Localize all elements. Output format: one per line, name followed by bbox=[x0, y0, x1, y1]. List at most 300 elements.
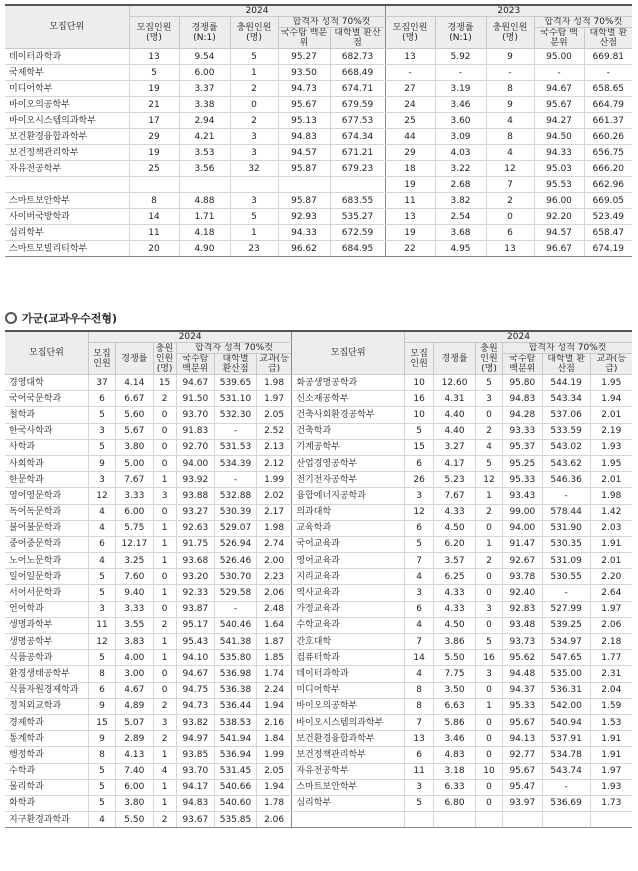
table-cell: 29 bbox=[129, 129, 179, 145]
table-row bbox=[5, 585, 632, 601]
table-cell: 546.36 bbox=[542, 472, 590, 488]
table-row bbox=[5, 177, 632, 193]
table-cell: 0 bbox=[475, 569, 502, 585]
unit-name-cell: 중어중문학과 bbox=[5, 536, 88, 552]
table-cell: 93.27 bbox=[176, 504, 215, 520]
table-cell: 0 bbox=[486, 209, 534, 225]
unit-name-cell: 국어국문학과 bbox=[5, 391, 88, 407]
table-cell: 14 bbox=[405, 650, 434, 666]
table-cell: 7.67 bbox=[116, 472, 154, 488]
table-row bbox=[5, 49, 632, 65]
table-cell: 7.67 bbox=[434, 488, 476, 504]
table-cell: 1.84 bbox=[256, 731, 292, 747]
header-unit: 모집단위 bbox=[5, 331, 88, 375]
table-cell: 679.23 bbox=[330, 161, 385, 177]
table-cell: 3 bbox=[153, 714, 176, 730]
table-cell: 10 bbox=[405, 375, 434, 391]
table-cell: 92.20 bbox=[534, 209, 584, 225]
table-row bbox=[5, 439, 632, 455]
table-cell bbox=[475, 812, 502, 828]
table-cell: 5 bbox=[88, 795, 115, 811]
table-cell: 94.00 bbox=[503, 520, 543, 536]
table-cell: 1.87 bbox=[256, 634, 292, 650]
table-cell: 1 bbox=[475, 488, 502, 504]
unit-name-cell: 산업경영공학부 bbox=[292, 455, 405, 471]
table-cell: 669.81 bbox=[584, 49, 632, 65]
table-cell: 93.70 bbox=[176, 763, 215, 779]
table-cell: 93.70 bbox=[176, 407, 215, 423]
table-cell: 7.40 bbox=[116, 763, 154, 779]
table-cell: 658.65 bbox=[584, 81, 632, 97]
unit-name-cell: 생명공학부 bbox=[5, 634, 88, 650]
unit-name-cell: 독어독문학과 bbox=[5, 504, 88, 520]
table-cell: 6.63 bbox=[434, 698, 476, 714]
unit-name-cell: 경영대학 bbox=[5, 375, 88, 391]
table-cell: 4.18 bbox=[179, 225, 230, 241]
table-cell: 4 bbox=[486, 113, 534, 129]
table-cell: 526.94 bbox=[215, 536, 257, 552]
table-cell: 3.68 bbox=[435, 225, 486, 241]
table-cell: 11 bbox=[129, 225, 179, 241]
table-cell: 1.98 bbox=[590, 488, 632, 504]
table-cell: 532.88 bbox=[215, 488, 257, 504]
table-cell: 1.91 bbox=[590, 731, 632, 747]
header-fill: 충원인원(명) bbox=[475, 343, 502, 375]
table-cell: 3.09 bbox=[435, 129, 486, 145]
table-row bbox=[5, 193, 632, 209]
table-cell: 536.69 bbox=[542, 795, 590, 811]
table-cell: 2.06 bbox=[256, 812, 292, 828]
table-cell: 11 bbox=[405, 763, 434, 779]
table-cell: 0 bbox=[475, 779, 502, 795]
table-cell: 4.03 bbox=[435, 145, 486, 161]
table-cell: 93.73 bbox=[503, 634, 543, 650]
table-cell: 95.47 bbox=[503, 779, 543, 795]
table-cell: 1.97 bbox=[256, 391, 292, 407]
table-cell bbox=[405, 812, 434, 828]
table-cell: 7.60 bbox=[116, 569, 154, 585]
table-cell: 3 bbox=[88, 601, 115, 617]
table-cell: 94.97 bbox=[176, 731, 215, 747]
table-cell: 7 bbox=[486, 177, 534, 193]
table-cell: 92.67 bbox=[503, 553, 543, 569]
table-cell: 0 bbox=[475, 795, 502, 811]
table-cell: 92.33 bbox=[176, 585, 215, 601]
table-cell: 3 bbox=[230, 129, 278, 145]
table-cell: 4.33 bbox=[434, 585, 476, 601]
table-cell: 3 bbox=[405, 585, 434, 601]
table-cell: - bbox=[215, 423, 257, 439]
table-cell: 95.67 bbox=[503, 763, 543, 779]
table-cell: 15 bbox=[153, 375, 176, 391]
table-cell: 2 bbox=[153, 391, 176, 407]
table-cell: 19 bbox=[385, 225, 435, 241]
table-cell: 11 bbox=[88, 617, 115, 633]
table-cell: 11 bbox=[385, 193, 435, 209]
table-cell bbox=[230, 177, 278, 193]
table-cell: - bbox=[542, 488, 590, 504]
table-cell: 13 bbox=[486, 241, 534, 257]
table-cell: 1.98 bbox=[256, 375, 292, 391]
unit-name-cell: 경제학과 bbox=[5, 714, 88, 730]
table-cell: 536.31 bbox=[542, 682, 590, 698]
table-cell: 12 bbox=[405, 504, 434, 520]
table-cell: 5 bbox=[475, 375, 502, 391]
table-cell: 539.25 bbox=[542, 617, 590, 633]
table-cell: 3.33 bbox=[116, 601, 154, 617]
table-row bbox=[5, 97, 632, 113]
header-competition: 경쟁률(N:1) bbox=[179, 17, 230, 49]
table-cell: 3.57 bbox=[434, 553, 476, 569]
table-cell: 1 bbox=[475, 536, 502, 552]
table-cell: 27 bbox=[385, 81, 435, 97]
section-title-text: 가군(교과우수전형) bbox=[22, 312, 118, 325]
table-cell: 1 bbox=[153, 634, 176, 650]
table-cell: 93.85 bbox=[176, 747, 215, 763]
table-cell bbox=[129, 177, 179, 193]
table-cell: 4.21 bbox=[179, 129, 230, 145]
table-cell: 8 bbox=[405, 682, 434, 698]
table-cell: 93.50 bbox=[278, 65, 330, 81]
table1-body bbox=[5, 49, 632, 257]
table-cell: 3.33 bbox=[116, 488, 154, 504]
table-cell: 12 bbox=[486, 161, 534, 177]
table-cell: 94.27 bbox=[534, 113, 584, 129]
table-row bbox=[5, 488, 632, 504]
table-cell: 94.57 bbox=[534, 225, 584, 241]
table-cell: 94.67 bbox=[176, 375, 215, 391]
header-converted-score: 대학별 환산점 bbox=[330, 28, 385, 49]
table-cell: 2 bbox=[475, 423, 502, 439]
table-cell: 0 bbox=[475, 520, 502, 536]
unit-name-cell: 영어교육과 bbox=[292, 553, 405, 569]
table-cell: 662.96 bbox=[584, 177, 632, 193]
table-cell: 8 bbox=[129, 193, 179, 209]
table-cell: 2.01 bbox=[590, 472, 632, 488]
table-cell: 2.52 bbox=[256, 423, 292, 439]
table-row bbox=[5, 617, 632, 633]
table-cell: 2 bbox=[230, 81, 278, 97]
unit-name-cell: 수학교육과 bbox=[292, 617, 405, 633]
table-cell: 671.21 bbox=[330, 145, 385, 161]
table-cell: 4.50 bbox=[434, 617, 476, 633]
unit-name-cell: 보건정책관리학부 bbox=[5, 145, 129, 161]
table-cell: 94.13 bbox=[503, 731, 543, 747]
table-cell: 2 bbox=[475, 553, 502, 569]
header-grade: 교과(등급) bbox=[256, 354, 292, 375]
table-cell: 531.45 bbox=[215, 763, 257, 779]
unit-name-cell: 식품공학과 bbox=[5, 650, 88, 666]
table-cell: 661.37 bbox=[584, 113, 632, 129]
table-cell: 1 bbox=[153, 472, 176, 488]
table-cell: 3.46 bbox=[435, 97, 486, 113]
unit-name-cell: 보건환경융합과학부 bbox=[292, 731, 405, 747]
table-row bbox=[5, 666, 632, 682]
unit-name-cell: 지리교육과 bbox=[292, 569, 405, 585]
table-cell: 2.01 bbox=[590, 407, 632, 423]
table-cell: 4.31 bbox=[434, 391, 476, 407]
table-cell: 3.22 bbox=[435, 161, 486, 177]
header-converted-score: 대학별 환산점 bbox=[542, 354, 590, 375]
header-unit: 모집단위 bbox=[5, 5, 129, 49]
table-cell: 3.80 bbox=[116, 439, 154, 455]
table-cell: - bbox=[542, 779, 590, 795]
table-cell: 0 bbox=[153, 455, 176, 471]
table-cell: 0 bbox=[153, 569, 176, 585]
table-cell: 19 bbox=[129, 145, 179, 161]
table-cell: 5 bbox=[475, 455, 502, 471]
table-cell: 6 bbox=[88, 391, 115, 407]
table-cell: 3.60 bbox=[435, 113, 486, 129]
table-cell: 4 bbox=[405, 569, 434, 585]
table-cell: 6.33 bbox=[434, 779, 476, 795]
unit-name-cell: 노어노문학과 bbox=[5, 553, 88, 569]
unit-name-cell: 수학과 bbox=[5, 763, 88, 779]
table-cell: 94.83 bbox=[278, 129, 330, 145]
table-cell: 523.49 bbox=[584, 209, 632, 225]
table-cell bbox=[542, 812, 590, 828]
table-cell: 1.94 bbox=[590, 391, 632, 407]
table-cell: 540.60 bbox=[215, 795, 257, 811]
table-cell: 7.75 bbox=[434, 666, 476, 682]
table-row bbox=[5, 698, 632, 714]
unit-name-cell: 바이오의공학부 bbox=[292, 698, 405, 714]
table-row bbox=[5, 536, 632, 552]
table-row bbox=[5, 209, 632, 225]
table-cell: 0 bbox=[475, 747, 502, 763]
unit-name-cell: 사학과 bbox=[5, 439, 88, 455]
table-cell: 2 bbox=[475, 504, 502, 520]
table-cell: 530.35 bbox=[542, 536, 590, 552]
table-cell: 8 bbox=[88, 666, 115, 682]
unit-name-cell: 지구환경과학과 bbox=[5, 812, 88, 828]
unit-name-cell: 심리학부 bbox=[5, 225, 129, 241]
unit-name-cell: 가정교육과 bbox=[292, 601, 405, 617]
table-row bbox=[5, 391, 632, 407]
table-cell: 2 bbox=[153, 731, 176, 747]
table-cell: 92.40 bbox=[503, 585, 543, 601]
table-cell: 6.67 bbox=[116, 391, 154, 407]
table-row bbox=[5, 113, 632, 129]
table-cell: 682.73 bbox=[330, 49, 385, 65]
header-fill: 충원인원(명) bbox=[230, 17, 278, 49]
table-row bbox=[5, 407, 632, 423]
unit-name-cell bbox=[5, 177, 129, 193]
table-cell: 12.60 bbox=[434, 375, 476, 391]
unit-name-cell: 한국사학과 bbox=[5, 423, 88, 439]
table-cell: 93.20 bbox=[176, 569, 215, 585]
table-cell: 95.67 bbox=[534, 97, 584, 113]
table-cell: 5.67 bbox=[116, 423, 154, 439]
header-competition: 경쟁률 bbox=[116, 343, 154, 375]
table-cell: 5 bbox=[475, 634, 502, 650]
table-cell: 94.67 bbox=[176, 666, 215, 682]
table-cell: 7 bbox=[405, 553, 434, 569]
table-row bbox=[5, 569, 632, 585]
table-cell: 3 bbox=[475, 666, 502, 682]
table-cell: 3.53 bbox=[179, 145, 230, 161]
table-cell: 18 bbox=[385, 161, 435, 177]
unit-name-cell: 데이터과학과 bbox=[292, 666, 405, 682]
table-cell: 531.09 bbox=[542, 553, 590, 569]
table-cell: 672.59 bbox=[330, 225, 385, 241]
table-cell: 5.07 bbox=[116, 714, 154, 730]
header-competition: 경쟁률(N:1) bbox=[435, 17, 486, 49]
table-row bbox=[5, 779, 632, 795]
table-cell: 22 bbox=[385, 241, 435, 257]
table-cell: 2 bbox=[153, 698, 176, 714]
table-cell: - bbox=[542, 585, 590, 601]
table-cell: 4.14 bbox=[116, 375, 154, 391]
table-cell bbox=[434, 812, 476, 828]
table-cell: 535.00 bbox=[542, 666, 590, 682]
table-cell: 6 bbox=[405, 601, 434, 617]
unit-name-cell: 통계학과 bbox=[5, 731, 88, 747]
table-cell: 24 bbox=[385, 97, 435, 113]
table-cell: 0 bbox=[475, 617, 502, 633]
table-row bbox=[5, 504, 632, 520]
table-cell: 2.24 bbox=[256, 682, 292, 698]
table-cell: 2.17 bbox=[256, 504, 292, 520]
table-cell: 95.13 bbox=[278, 113, 330, 129]
table-row bbox=[5, 225, 632, 241]
table-cell: 0 bbox=[230, 97, 278, 113]
table-cell: 92.63 bbox=[176, 520, 215, 536]
table-cell: 94.67 bbox=[534, 81, 584, 97]
unit-name-cell: 융합에너지공학과 bbox=[292, 488, 405, 504]
table-cell: 531.90 bbox=[542, 520, 590, 536]
table-cell: 3.19 bbox=[435, 81, 486, 97]
table-row bbox=[5, 795, 632, 811]
table-cell: 12 bbox=[475, 472, 502, 488]
table-cell bbox=[278, 177, 330, 193]
table-cell: 4.33 bbox=[434, 601, 476, 617]
table-cell: 2.01 bbox=[590, 553, 632, 569]
table-cell: 658.47 bbox=[584, 225, 632, 241]
table-cell: 0 bbox=[475, 407, 502, 423]
table-cell: 5 bbox=[88, 650, 115, 666]
unit-name-cell: 화학과 bbox=[5, 795, 88, 811]
table-row bbox=[5, 65, 632, 81]
table-cell bbox=[590, 812, 632, 828]
table-cell: 9 bbox=[88, 731, 115, 747]
table-cell: 4 bbox=[405, 617, 434, 633]
table-cell: 679.59 bbox=[330, 97, 385, 113]
table-cell: 12.17 bbox=[116, 536, 154, 552]
table-row bbox=[5, 682, 632, 698]
table-cell: 93.33 bbox=[503, 423, 543, 439]
table-cell: 5.23 bbox=[434, 472, 476, 488]
table-cell: 5 bbox=[405, 423, 434, 439]
unit-name-cell: 건축학과 bbox=[292, 423, 405, 439]
table-cell: 95.33 bbox=[503, 698, 543, 714]
table-cell: 20 bbox=[129, 241, 179, 257]
table-row bbox=[5, 553, 632, 569]
header-fill: 충원인원(명) bbox=[153, 343, 176, 375]
table-cell: 96.62 bbox=[278, 241, 330, 257]
table2-body bbox=[5, 375, 632, 828]
table-cell: 1.97 bbox=[590, 763, 632, 779]
unit-name-cell: 바이오시스템의과학부 bbox=[5, 113, 129, 129]
table-row bbox=[5, 241, 632, 257]
table-cell: - bbox=[215, 601, 257, 617]
table-row bbox=[5, 129, 632, 145]
header-percentile: 국수탐 백분위 bbox=[278, 28, 330, 49]
table-cell: 668.49 bbox=[330, 65, 385, 81]
table-cell: 536.94 bbox=[215, 747, 257, 763]
table-cell: 4.83 bbox=[434, 747, 476, 763]
table-cell: 2.05 bbox=[256, 763, 292, 779]
table-cell: 4.89 bbox=[116, 698, 154, 714]
table-cell: 5.00 bbox=[116, 455, 154, 471]
table-cell: 13 bbox=[129, 49, 179, 65]
table-cell: 4.13 bbox=[116, 747, 154, 763]
table-cell: 4.40 bbox=[434, 407, 476, 423]
table-cell: 4.00 bbox=[116, 650, 154, 666]
table-cell: 9.54 bbox=[179, 49, 230, 65]
unit-name-cell: 물리학과 bbox=[5, 779, 88, 795]
table-cell: 1.71 bbox=[179, 209, 230, 225]
header-unit: 모집단위 bbox=[292, 331, 405, 375]
table-cell: 5 bbox=[230, 209, 278, 225]
table-cell: 1.73 bbox=[590, 795, 632, 811]
unit-name-cell: 스마트보안학부 bbox=[5, 193, 129, 209]
section-title bbox=[5, 310, 117, 326]
table-cell: 542.00 bbox=[542, 698, 590, 714]
table-row bbox=[5, 601, 632, 617]
table-cell: 1.74 bbox=[256, 666, 292, 682]
table-cell: 5.92 bbox=[435, 49, 486, 65]
unit-name-cell: 의과대학 bbox=[292, 504, 405, 520]
table-cell: 93.82 bbox=[176, 714, 215, 730]
table-cell: 2.54 bbox=[435, 209, 486, 225]
table-cell: 5.60 bbox=[116, 407, 154, 423]
table-cell: 535.85 bbox=[215, 812, 257, 828]
table-cell: 95.62 bbox=[503, 650, 543, 666]
unit-name-cell: 바이오의공학부 bbox=[5, 97, 129, 113]
table-cell: 543.74 bbox=[542, 763, 590, 779]
unit-name-cell: 보건정책관리학부 bbox=[292, 747, 405, 763]
unit-name-cell: 식품자원경제학과 bbox=[5, 682, 88, 698]
table-cell: 37 bbox=[88, 375, 115, 391]
table-cell: 534.39 bbox=[215, 455, 257, 471]
table-cell: 6.25 bbox=[434, 569, 476, 585]
table-cell: 5 bbox=[88, 585, 115, 601]
table-cell: 95.87 bbox=[278, 161, 330, 177]
unit-name-cell: 미디어학부 bbox=[5, 81, 129, 97]
table-cell: 16 bbox=[405, 391, 434, 407]
table-cell: 2.23 bbox=[256, 569, 292, 585]
table-cell: 547.65 bbox=[542, 650, 590, 666]
table-cell: 1.77 bbox=[590, 650, 632, 666]
table-cell: 26 bbox=[405, 472, 434, 488]
table-cell: 544.19 bbox=[542, 375, 590, 391]
table-cell: 94.83 bbox=[176, 795, 215, 811]
table-cell: 5 bbox=[405, 795, 434, 811]
table-cell: 8 bbox=[405, 698, 434, 714]
unit-name-cell: 불어불문학과 bbox=[5, 520, 88, 536]
table-cell: 526.46 bbox=[215, 553, 257, 569]
table-cell: 2.20 bbox=[590, 569, 632, 585]
table-cell: 12 bbox=[88, 634, 115, 650]
table-cell: 0 bbox=[153, 439, 176, 455]
table-cell: 4 bbox=[475, 439, 502, 455]
table-cell: 684.95 bbox=[330, 241, 385, 257]
table-cell: 95.43 bbox=[176, 634, 215, 650]
table-cell: 4.67 bbox=[116, 682, 154, 698]
table-cell: 5 bbox=[88, 439, 115, 455]
table-cell: 540.46 bbox=[215, 617, 257, 633]
